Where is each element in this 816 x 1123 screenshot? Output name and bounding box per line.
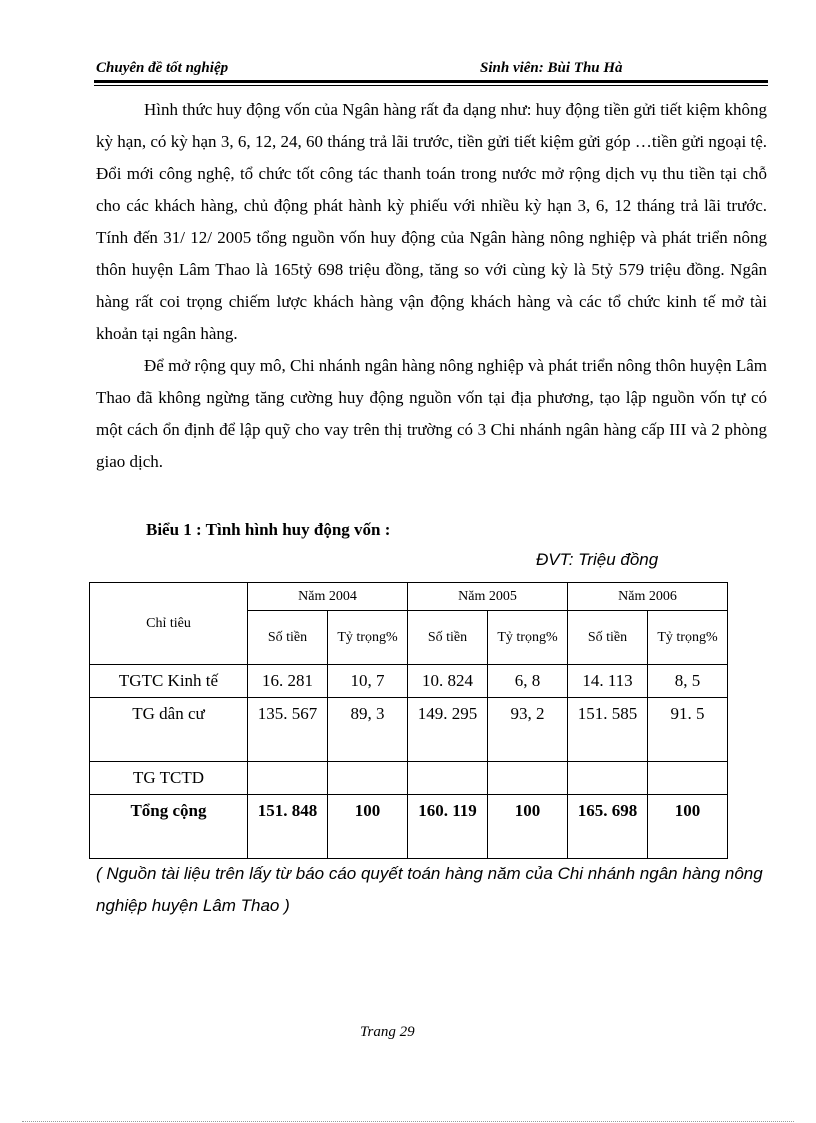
table-cell: 14. 113: [568, 665, 648, 698]
body-text: [96, 94, 767, 478]
table-cell: 100: [648, 795, 728, 859]
table-cell: [248, 762, 328, 795]
unit-label: ĐVT: Triệu đồng: [536, 550, 659, 569]
table-caption: Biểu 1 : Tình hình huy động vốn :: [146, 520, 391, 539]
table-cell: 100: [328, 795, 408, 859]
column-header-year: Năm 2004: [248, 583, 408, 611]
column-header-year: Năm 2005: [408, 583, 568, 611]
table-cell: 160. 119: [408, 795, 488, 859]
subheader-amount: Số tiền: [248, 611, 328, 665]
paragraph: Hình thức huy động vốn của Ngân hàng rất đa dạng như: huy động tiền gửi tiết kiệm không kỳ hạn, có kỳ hạn 3, 6, 12, 24, 60 tháng trả lãi trước, tiền gửi tiết kiệm gửi góp …tiền gửi ngoại tệ. Đổi mới công nghệ, tổ chức tốt công tác thanh toán trong nước mở rộng dịch vụ thu tiền tại chỗ cho các khách hàng, chủ động phát hành kỳ phiếu với nhiều kỳ hạn 3, 6, 12 tháng trả lãi trước. Tính đến 31/ 12/ 2005 tổng nguồn vốn huy động của Ngân hàng nông nghiệp và phát triển nông thôn huyện Lâm Thao là 165tỷ 698 triệu đồng, tăng so với cùng kỳ là 5tỷ 579 triệu đồng. Ngân hàng rất coi trọng chiếm lược khách hàng vận động khách hàng và các tổ chức kinh tế mở tài khoản tại ngân hàng.: [96, 100, 767, 343]
row-label: TGTC Kinh tế: [90, 665, 248, 698]
table-row: [90, 698, 728, 762]
subheader-share: Tỷ trọng%: [648, 611, 728, 665]
table-cell: 8, 5: [648, 665, 728, 698]
table-cell: 165. 698: [568, 795, 648, 859]
table-cell: 93, 2: [488, 698, 568, 762]
table-row: [90, 665, 728, 698]
table-cell: 100: [488, 795, 568, 859]
source-note: ( Nguồn tài liệu trên lấy từ báo cáo quyết toán hàng năm của Chi nhánh ngân hàng nông nghiệp huyện Lâm Thao ): [96, 864, 763, 915]
subheader-share: Tỷ trọng%: [328, 611, 408, 665]
header-rule: [94, 80, 768, 83]
header-author: Sinh viên: Bùi Thu Hà: [480, 60, 623, 76]
table-cell: 149. 295: [408, 698, 488, 762]
row-label: Tổng cộng: [90, 795, 248, 859]
table-cell: [488, 762, 568, 795]
table-cell: [408, 762, 488, 795]
table-cell: 89, 3: [328, 698, 408, 762]
table-cell: [648, 762, 728, 795]
row-label: TG TCTD: [90, 762, 248, 795]
table-cell: 10. 824: [408, 665, 488, 698]
table-cell: 151. 585: [568, 698, 648, 762]
row-label: TG dân cư: [90, 698, 248, 762]
table-cell: [328, 762, 408, 795]
paragraph: Để mở rộng quy mô, Chi nhánh ngân hàng nông nghiệp và phát triển nông thôn huyện Lâm Thao đã không ngừng tăng cường huy động nguồn vốn tại địa phương, tạo lập nguồn vốn tự có một cách ổn định để lập quỹ cho vay trên thị trường có 3 Chi nhánh ngân hàng cấp III và 2 phòng giao dịch.: [96, 356, 767, 471]
header-title: Chuyên đề tốt nghiệp: [96, 60, 229, 76]
table-header-row: [90, 583, 728, 611]
page-number: Trang 29: [360, 1024, 415, 1040]
capital-table: [89, 582, 728, 859]
table-row: [90, 762, 728, 795]
column-header-criteria: Chỉ tiêu: [90, 583, 248, 665]
subheader-share: Tỷ trọng%: [488, 611, 568, 665]
table-cell: 10, 7: [328, 665, 408, 698]
table-cell: 151. 848: [248, 795, 328, 859]
table-row-total: [90, 795, 728, 859]
subheader-amount: Số tiền: [568, 611, 648, 665]
page-bottom-rule: [22, 1121, 794, 1122]
column-header-year: Năm 2006: [568, 583, 728, 611]
subheader-amount: Số tiền: [408, 611, 488, 665]
header-rule-thin: [94, 85, 768, 86]
table-cell: 135. 567: [248, 698, 328, 762]
page-header: [96, 60, 766, 80]
table-cell: 16. 281: [248, 665, 328, 698]
table-cell: 91. 5: [648, 698, 728, 762]
table-cell: [568, 762, 648, 795]
table-cell: 6, 8: [488, 665, 568, 698]
